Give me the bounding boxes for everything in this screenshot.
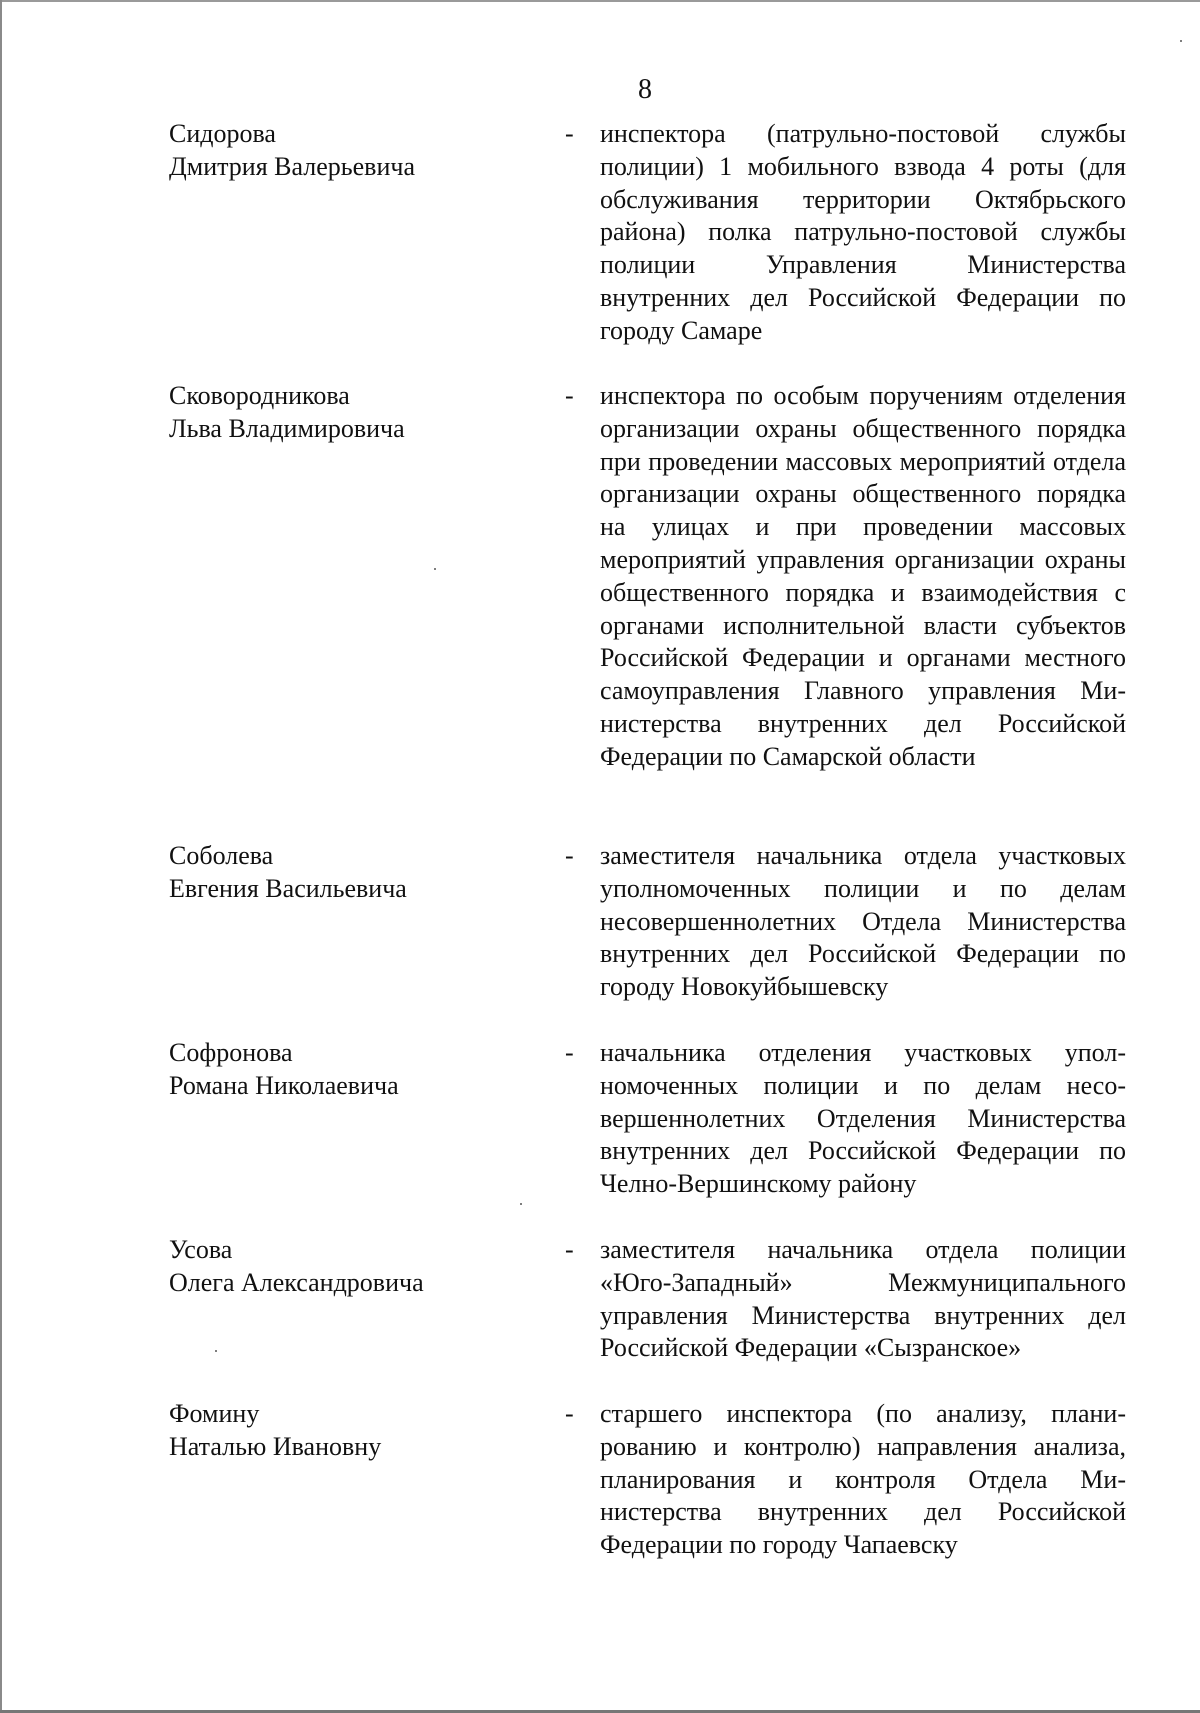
surname: Соболева: [169, 841, 274, 870]
entry-dash: -: [565, 119, 574, 148]
scan-speck: [520, 1203, 522, 1205]
surname: Сидорова: [169, 119, 276, 148]
position-description: начальника отделения участковых уполномоченных полиции и по делам несовершеннолетних Отделения Министерства внутренних дел Российской Федерации по Челно-Вершинскому району: [600, 1038, 1126, 1199]
person-name: [169, 1037, 529, 1103]
person-name: [169, 1398, 529, 1464]
entry-dash: -: [565, 381, 574, 410]
position-description: инспектора (патрульно-постовой службы полиции) 1 мобильного взвода 4 роты (для обслуживания территории Октябрьского района) полка патрульно-постовой службы полиции Управления Министерства внутренних дел Российской Федерации по городу Самаре: [600, 119, 1126, 345]
given-names: Дмитрия Валерьевича: [169, 151, 415, 181]
given-names: Романа Николаевича: [169, 1070, 399, 1100]
surname: Усова: [169, 1235, 233, 1264]
entry-dash: -: [565, 1399, 574, 1428]
given-names: Олега Александровича: [169, 1267, 424, 1297]
scan-speck: [1180, 40, 1182, 42]
entry-dash: -: [565, 841, 574, 870]
given-names: Льва Владимировича: [169, 413, 405, 443]
position-description: инспектора по особым поручениям отделения организации охраны общественного порядка при проведении массовых мероприятий отдела организации охраны общественного порядка на улицах и при проведении массовых мероприятий управления организации охраны общественного порядка и взаимодействия с органами исполнительной власти субъектов Российской Федерации и органами местного самоуправления Главного управления Министерства внутренних дел Российской Федерации по Самарской области: [600, 381, 1126, 771]
scan-speck: [215, 1350, 217, 1352]
entry-dash: -: [565, 1235, 574, 1264]
person-name: [169, 118, 529, 184]
position-description: заместителя начальника отдела участковых уполномоченных полиции и по делам несовершеннолетних Отдела Министерства внутренних дел Российской Федерации по городу Новокуйбышевску: [600, 841, 1126, 1002]
scan-speck: [434, 568, 436, 570]
given-names: Евгения Васильевича: [169, 873, 407, 903]
entry-dash: -: [565, 1038, 574, 1067]
person-name: [169, 840, 529, 906]
surname: Фомину: [169, 1399, 260, 1428]
position-description: старшего инспектора (по анализу, планированию и контролю) направления анализа, планирования и контроля Отдела Министерства внутренних дел Российской Федерации по городу Чапаевску: [600, 1399, 1126, 1560]
person-name: [169, 1234, 529, 1300]
page-number: 8: [638, 74, 652, 105]
position-description: заместителя начальника отдела полиции «Юго-Западный» Межмуниципального управления Министерства внутренних дел Российской Федерации «Сызранское»: [600, 1235, 1126, 1363]
surname: Софронова: [169, 1038, 293, 1067]
surname: Сковородникова: [169, 381, 350, 410]
given-names: Наталью Ивановну: [169, 1431, 382, 1461]
person-name: [169, 380, 529, 446]
